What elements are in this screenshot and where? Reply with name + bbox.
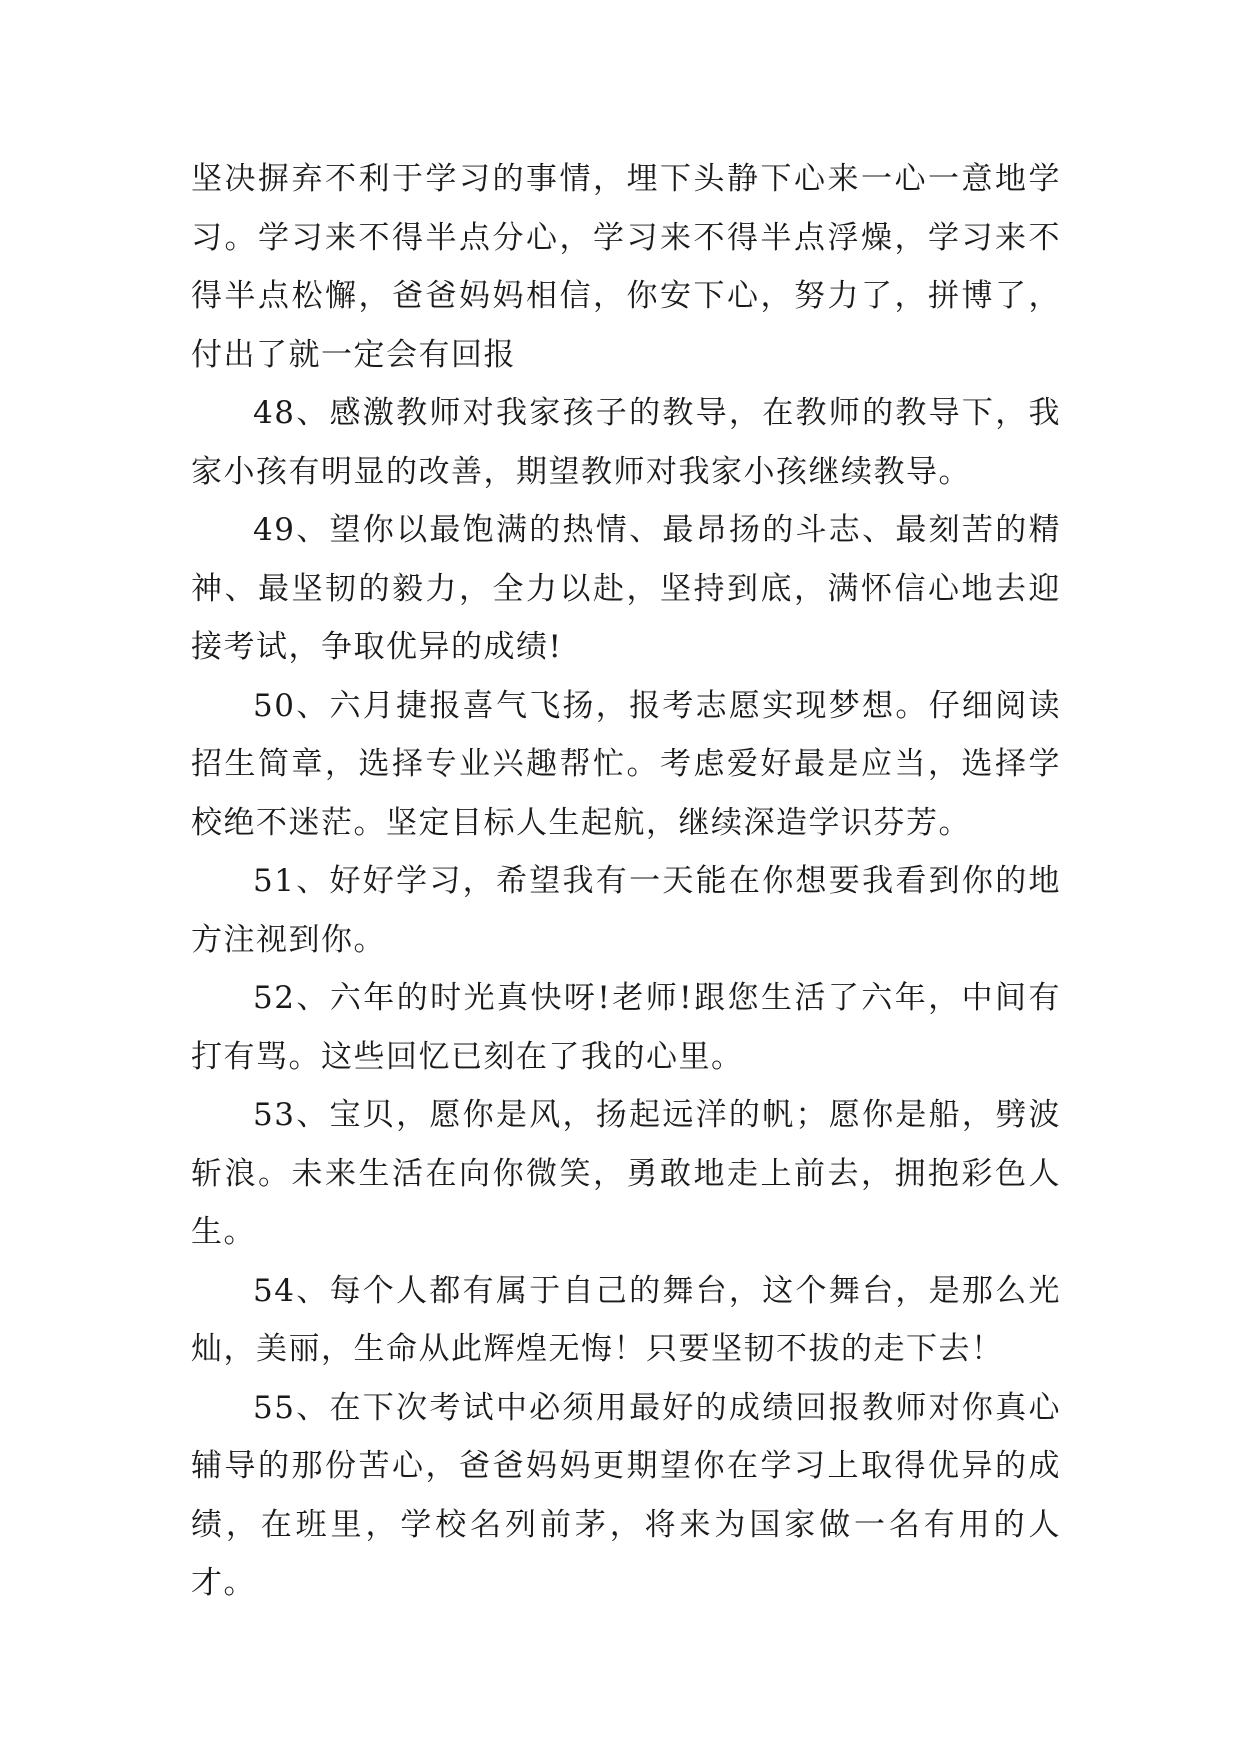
paragraph-item-51: 51、好好学习，希望我有一天能在你想要我看到你的地方注视到你。 (191, 863, 1061, 958)
paragraph-item-48: 48、感激教师对我家孩子的教导，在教师的教导下，我家小孩有明显的改善，期望教师对我家小孩继续教导。 (191, 395, 1061, 490)
paragraph-item-53: 53、宝贝，愿你是风，扬起远洋的帆；愿你是船，劈波斩浪。未来生活在向你微笑，勇敢地走上前去，拥抱彩色人生。 (191, 1097, 1061, 1250)
paragraph-item-55: 55、在下次考试中必须用最好的成绩回报教师对你真心辅导的那份苦心，爸爸妈妈更期望你在学习上取得优异的成绩，在班里，学校名列前茅，将来为国家做一名有用的人才。 (191, 1389, 1061, 1601)
paragraph-item-49: 49、望你以最饱满的热情、最昂扬的斗志、最刻苦的精神、最坚韧的毅力，全力以赴，坚持到底，满怀信心地去迎接考试，争取优异的成绩! (191, 512, 1061, 665)
paragraph-item-54: 54、每个人都有属于自己的舞台，这个舞台，是那么光灿，美丽，生命从此辉煌无悔！只要坚韧不拔的走下去！ (191, 1272, 1061, 1367)
paragraph-continuation: 坚决摒弃不利于学习的事情，埋下头静下心来一心一意地学习。学习来不得半点分心，学习来不得半点浮燥，学习来不得半点松懈，爸爸妈妈相信，你安下心，努力了，拼博了，付出了就一定会有回报 (191, 161, 1061, 373)
paragraph-item-52: 52、六年的时光真快呀!老师!跟您生活了六年，中间有打有骂。这些回忆已刻在了我的心里。 (191, 980, 1061, 1075)
paragraph-item-50: 50、六月捷报喜气飞扬，报考志愿实现梦想。仔细阅读招生简章，选择专业兴趣帮忙。考虑爱好最是应当，选择学校绝不迷茫。坚定目标人生起航，继续深造学识芬芳。 (191, 687, 1061, 841)
document-page (191, 150, 1061, 1613)
